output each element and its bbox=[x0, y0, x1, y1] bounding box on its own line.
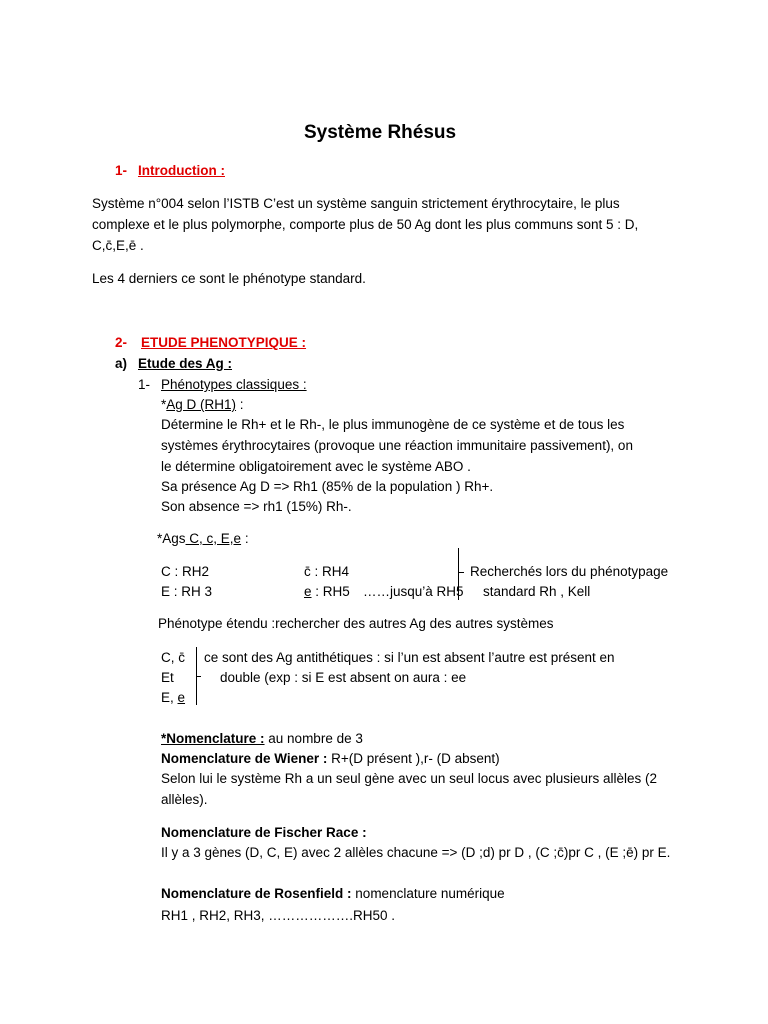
page-title: Système Rhésus bbox=[304, 122, 457, 143]
nomenclature-label: *Nomenclature : bbox=[161, 731, 265, 746]
ags-e-letter: e bbox=[304, 584, 312, 599]
nomenclature-rest: au nombre de 3 bbox=[264, 731, 363, 746]
ags-row1-col1: C : RH2 bbox=[161, 564, 210, 579]
etude-heading: ETUDE PHENOTYPIQUE : bbox=[141, 335, 307, 350]
rosenfield-line-1 bbox=[161, 886, 505, 902]
agd-star: * bbox=[161, 397, 167, 412]
wiener-line-2: Selon lui le système Rh a un seul gène avec un seul locus avec plusieurs allèles (2 bbox=[161, 771, 658, 786]
ags-row1-col2: c̄ : RH4 bbox=[304, 564, 350, 579]
rosenfield-rest: nomenclature numérique bbox=[351, 886, 505, 901]
anti-line-3 bbox=[161, 690, 185, 706]
ags-rh5: : RH5 bbox=[311, 584, 350, 599]
rosenfield-label: Nomenclature de Rosenfield : bbox=[161, 886, 352, 901]
ags-note-1: Recherchés lors du phénotypage bbox=[470, 564, 669, 579]
wiener-line-3: allèles). bbox=[161, 792, 208, 807]
agd-line-2: systèmes érythrocytaires (provoque une réaction immunitaire passivement), on bbox=[161, 438, 633, 453]
fischer-text: Il y a 3 gènes (D, C, E) avec 2 allèles chacune => (D ;d) pr D , (C ;c̄)pr C , (E ;ē) pr E. bbox=[161, 845, 671, 860]
agd-line-3: le détermine obligatoirement avec le système ABO . bbox=[161, 459, 471, 474]
fischer-heading: Nomenclature de Fischer Race : bbox=[161, 825, 367, 840]
intro-standard: Les 4 derniers ce sont le phénotype standard. bbox=[92, 271, 366, 286]
ags-row2-col2 bbox=[304, 584, 350, 600]
intro-heading: Introduction : bbox=[138, 163, 225, 178]
intro-line-1: Système n°004 selon l’ISTB C’est un système sanguin strictement érythrocytaire, le plus bbox=[92, 196, 620, 211]
wiener-line-1 bbox=[161, 751, 500, 767]
ags-label: C, c, E,e bbox=[185, 531, 242, 546]
section-a-heading: Etude des Ag : bbox=[138, 356, 233, 371]
ags-heading bbox=[157, 531, 249, 547]
agd-colon: : bbox=[236, 397, 244, 412]
rosenfield-line-2: RH1 , RH2, RH3, ……………….RH50 . bbox=[161, 908, 396, 923]
section-a-number: a) bbox=[115, 356, 128, 371]
anti-text-1: ce sont des Ag antithétiques : si l’un est absent l’autre est présent en bbox=[204, 650, 615, 665]
ags-star: *Ags bbox=[157, 531, 186, 546]
ags-brace-tip bbox=[458, 572, 464, 573]
ags-colon: : bbox=[241, 531, 249, 546]
phenotypes-heading: Phénotypes classiques : bbox=[161, 377, 307, 392]
anti-line-1: C, c̄ bbox=[161, 650, 186, 665]
anti-text-2: double (exp : si E est absent on aura : ee bbox=[220, 670, 467, 685]
intro-line-2: complexe et le plus polymorphe, comporte plus de 50 Ag dont les plus communs sont 5 : D, bbox=[92, 217, 639, 232]
etude-number: 2- bbox=[115, 335, 128, 350]
anti-e-upper: E, bbox=[161, 690, 178, 705]
agd-line-4: Sa présence Ag D => Rh1 (85% de la population ) Rh+. bbox=[161, 479, 494, 494]
agd-line-1: Détermine le Rh+ et le Rh-, le plus immunogène de ce système et de tous les bbox=[161, 417, 625, 432]
anti-e-lower: e bbox=[177, 690, 186, 705]
ags-row2-col1: E : RH 3 bbox=[161, 584, 213, 599]
agd-label: Ag D (RH1) bbox=[166, 397, 237, 412]
ags-note-2: standard Rh , Kell bbox=[483, 584, 591, 599]
phenotypes-number: 1- bbox=[138, 377, 151, 392]
phenotype-etendu: Phénotype étendu :rechercher des autres Ag des autres systèmes bbox=[158, 616, 554, 631]
intro-number: 1- bbox=[115, 163, 128, 178]
intro-line-3: C,c̄,E,ē . bbox=[92, 238, 144, 253]
wiener-label: Nomenclature de Wiener : bbox=[161, 751, 328, 766]
agd-line-5: Son absence => rh1 (15%) Rh-. bbox=[161, 499, 352, 514]
agd-heading bbox=[161, 397, 244, 413]
anti-brace-tip bbox=[196, 676, 201, 677]
nomenclature-heading bbox=[161, 731, 363, 747]
wiener-rest: R+(D présent ),r- (D absent) bbox=[327, 751, 500, 766]
ags-row2-col3: ……jusqu’à RH5 bbox=[363, 584, 464, 599]
ags-brace bbox=[458, 548, 459, 600]
anti-line-2: Et bbox=[161, 670, 174, 685]
